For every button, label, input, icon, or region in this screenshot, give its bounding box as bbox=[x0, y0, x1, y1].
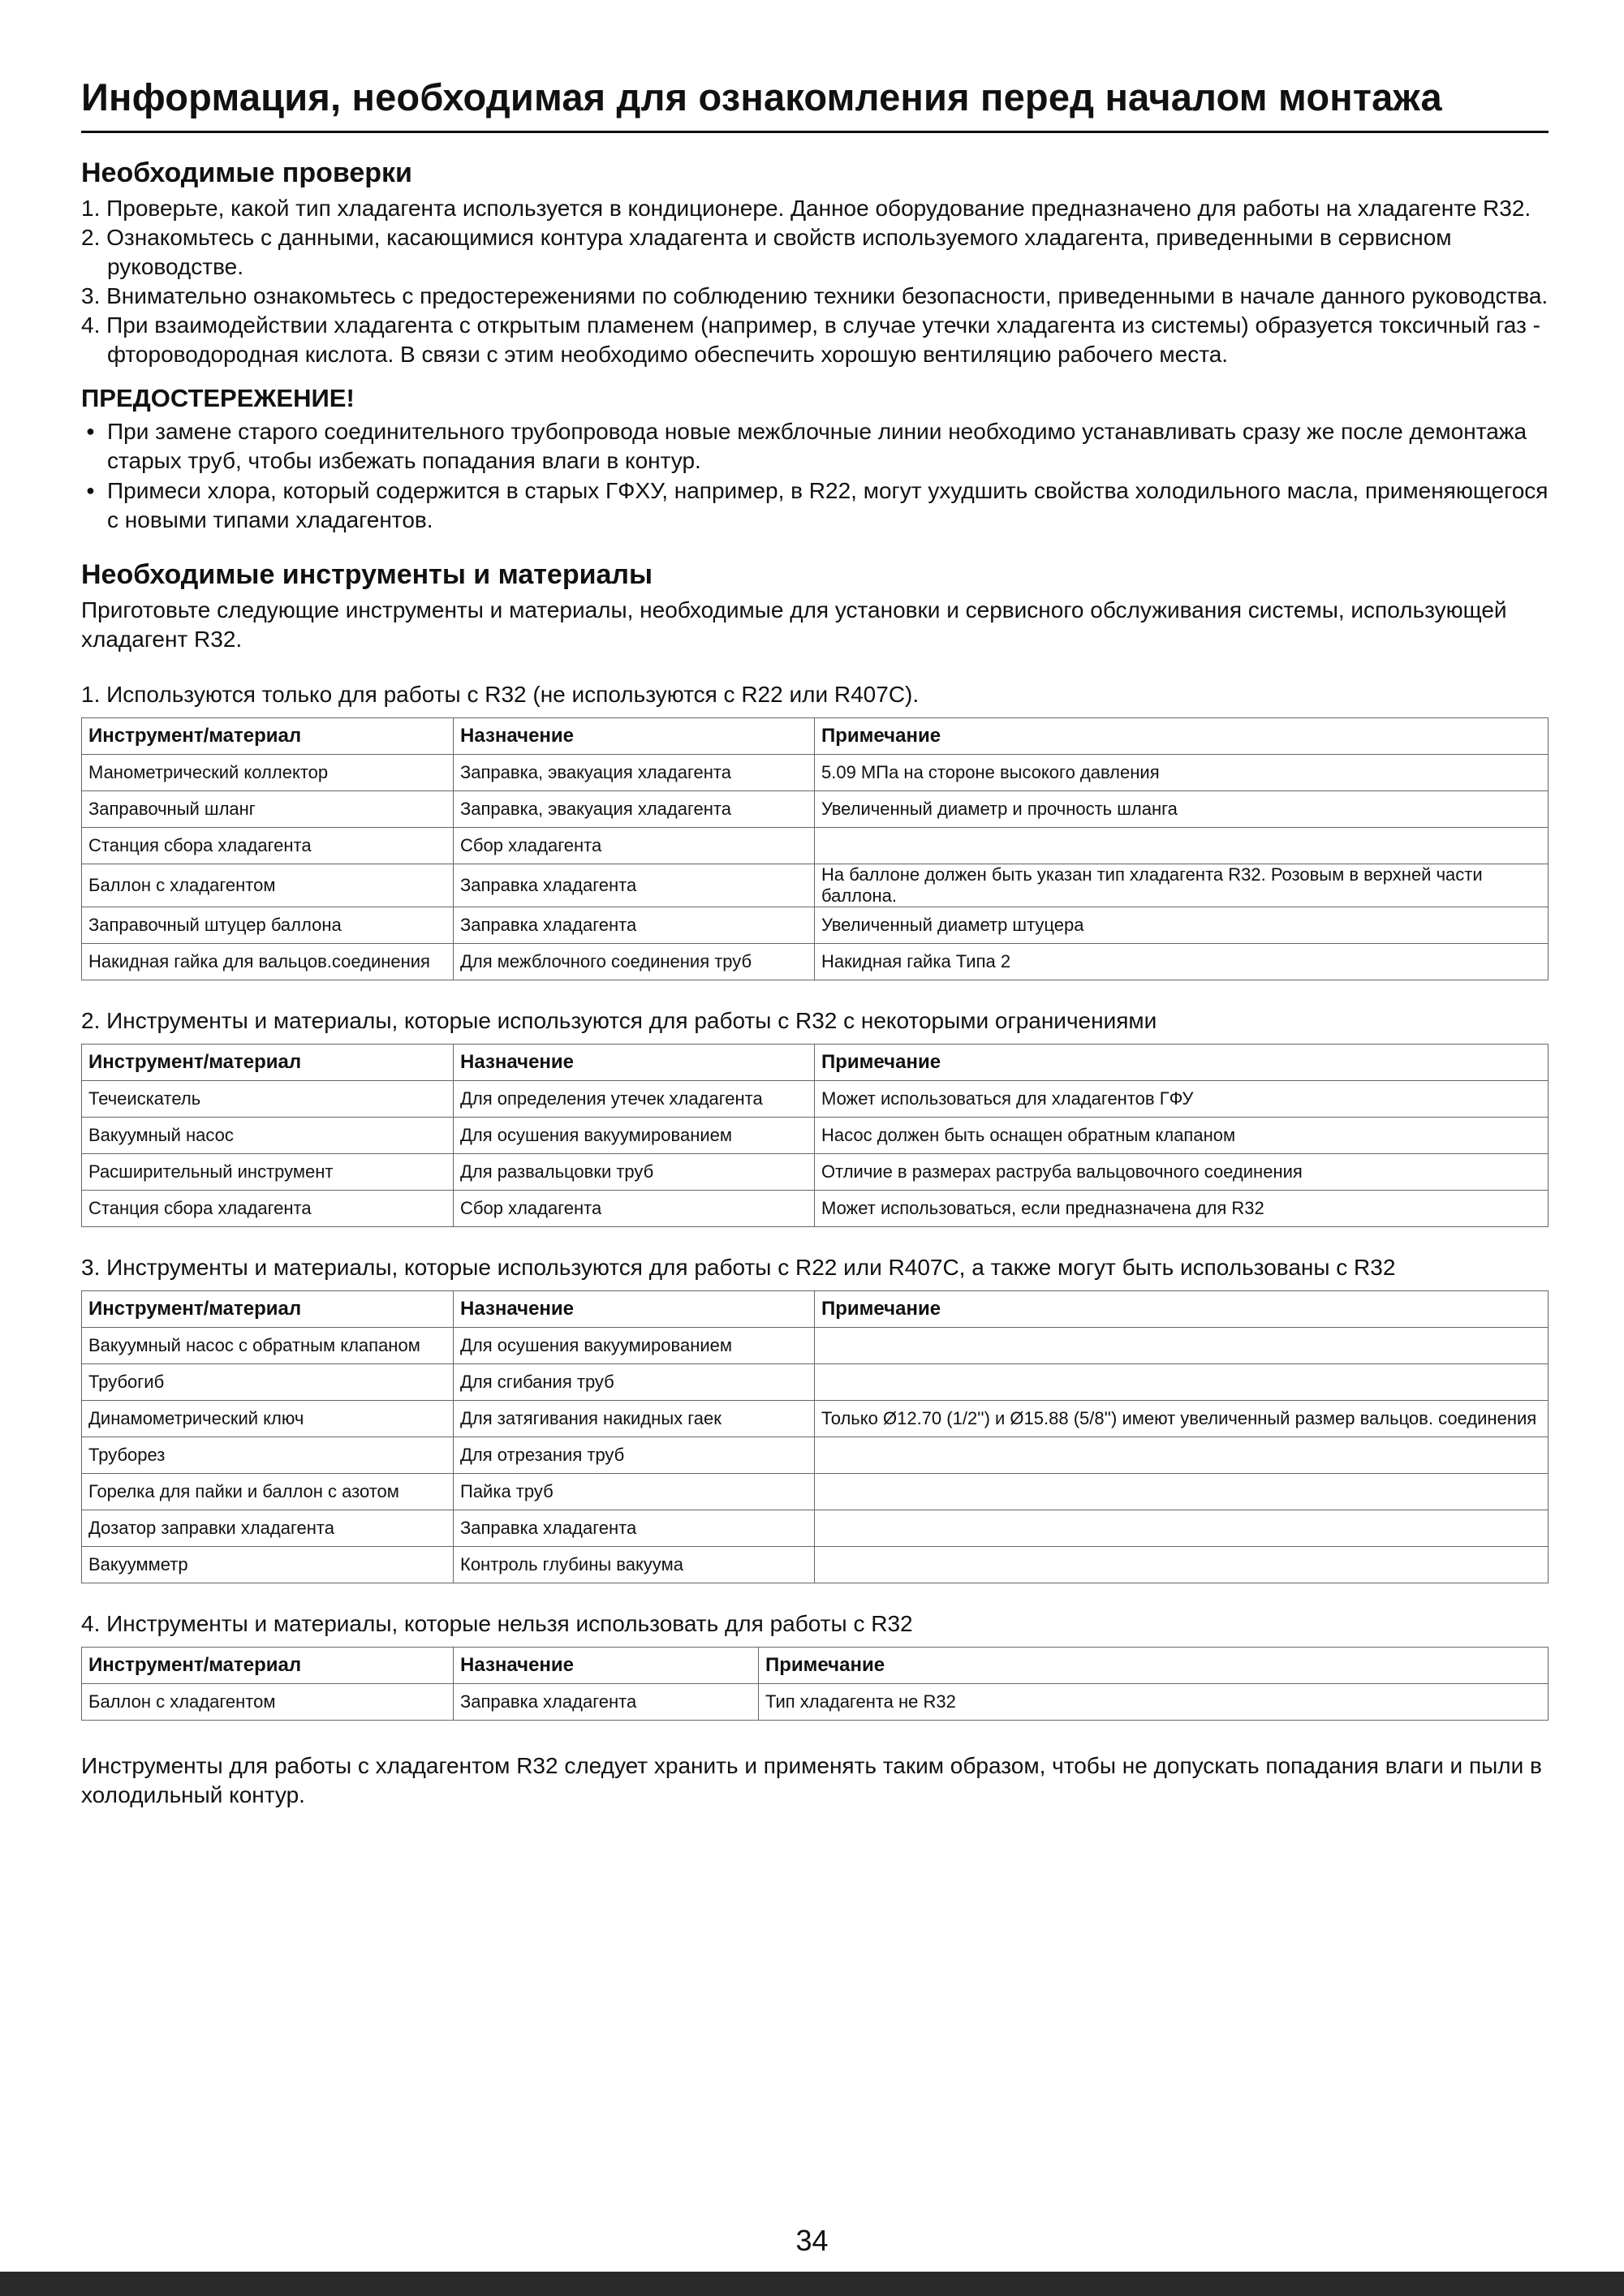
table-cell: На баллоне должен быть указан тип хладагента R32. Розовым в верхней части баллона. bbox=[815, 864, 1549, 907]
table-cell: Вакуумный насос с обратным клапаном bbox=[82, 1328, 454, 1364]
table-cell: Заправка, эвакуация хладагента bbox=[454, 791, 815, 828]
table-cell: Увеличенный диаметр и прочность шланга bbox=[815, 791, 1549, 828]
table-cell: Для осушения вакуумированием bbox=[454, 1118, 815, 1154]
table-cell: Для развальцовки труб bbox=[454, 1154, 815, 1191]
table-row bbox=[82, 1328, 1549, 1364]
warning-item: ● Примеси хлора, который содержится в старых ГФХУ, например, в R22, могут ухудшить свойства холодильного масла, применяющегося с новыми типами хладагентов. bbox=[81, 476, 1549, 535]
table-cell: Увеличенный диаметр штуцера bbox=[815, 907, 1549, 944]
bottom-bar bbox=[0, 2272, 1624, 2296]
table-row bbox=[82, 755, 1549, 791]
table-cell: Заправочный штуцер баллона bbox=[82, 907, 454, 944]
table-cell: Сбор хладагента bbox=[454, 828, 815, 864]
table-cell: Баллон с хладагентом bbox=[82, 864, 454, 907]
tools-table bbox=[81, 1290, 1549, 1583]
table-cell bbox=[815, 1437, 1549, 1474]
table-cell bbox=[815, 828, 1549, 864]
table-cell: Динамометрический ключ bbox=[82, 1401, 454, 1437]
table-cell bbox=[815, 1547, 1549, 1583]
table-row bbox=[82, 1118, 1549, 1154]
table-row bbox=[82, 1510, 1549, 1547]
check-item: 1. Проверьте, какой тип хладагента используется в кондиционере. Данное оборудование предназначено для работы на хладагенте R32. bbox=[81, 196, 1531, 221]
tools-heading: Необходимые инструменты и материалы bbox=[81, 559, 653, 590]
table-cell: Для сгибания труб bbox=[454, 1364, 815, 1401]
table-cell: Заправка хладагента bbox=[454, 1510, 815, 1547]
table-cell bbox=[815, 1510, 1549, 1547]
column-header: Инструмент/материал bbox=[82, 1291, 454, 1328]
checks-heading: Необходимые проверки bbox=[81, 157, 412, 188]
page-number: 34 bbox=[795, 2224, 829, 2257]
column-header: Примечание bbox=[815, 1045, 1549, 1081]
table-row bbox=[82, 828, 1549, 864]
table-cell: Накидная гайка для вальцов.соединения bbox=[82, 944, 454, 980]
table-row bbox=[82, 1474, 1549, 1510]
table-cell bbox=[815, 1364, 1549, 1401]
table-header-row bbox=[82, 718, 1549, 755]
table-cell: Заправка хладагента bbox=[454, 1684, 759, 1721]
table-cell: Заправка хладагента bbox=[454, 907, 815, 944]
table-cell: Горелка для пайки и баллон с азотом bbox=[82, 1474, 454, 1510]
tools-intro: Приготовьте следующие инструменты и материалы, необходимые для установки и сервисного обслуживания системы, использующей хладагент R32. bbox=[81, 597, 1507, 652]
tools-table bbox=[81, 1647, 1549, 1721]
column-header: Примечание bbox=[815, 718, 1549, 755]
table-cell: 5.09 МПа на стороне высокого давления bbox=[815, 755, 1549, 791]
column-header: Назначение bbox=[454, 1291, 815, 1328]
page-title: Информация, необходимая для ознакомления перед началом монтажа bbox=[81, 75, 1549, 133]
table-cell: Дозатор заправки хладагента bbox=[82, 1510, 454, 1547]
table-caption: 4. Инструменты и материалы, которые нельзя использовать для работы с R32 bbox=[81, 1611, 913, 1636]
table-cell: Для определения утечек хладагента bbox=[454, 1081, 815, 1118]
table-cell: Только Ø12.70 (1/2'') и Ø15.88 (5/8'') имеют увеличенный размер вальцов. соединения bbox=[815, 1401, 1549, 1437]
table-cell: Заправочный шланг bbox=[82, 791, 454, 828]
table-row bbox=[82, 1547, 1549, 1583]
table-row bbox=[82, 944, 1549, 980]
tables-container bbox=[81, 682, 1549, 1721]
table-cell: Сбор хладагента bbox=[454, 1191, 815, 1227]
column-header: Назначение bbox=[454, 1045, 815, 1081]
check-item: 2. Ознакомьтесь с данными, касающимися контура хладагента и свойств используемого хладагента, приведенными в сервисном руководстве. bbox=[81, 225, 1452, 279]
table-cell: Труборез bbox=[82, 1437, 454, 1474]
table-cell bbox=[815, 1474, 1549, 1510]
column-header: Назначение bbox=[454, 1648, 759, 1684]
table-cell: Манометрический коллектор bbox=[82, 755, 454, 791]
column-header: Инструмент/материал bbox=[82, 1045, 454, 1081]
table-cell: Вакуумметр bbox=[82, 1547, 454, 1583]
table-cell: Может использоваться для хладагентов ГФУ bbox=[815, 1081, 1549, 1118]
table-row bbox=[82, 1364, 1549, 1401]
warning-list bbox=[81, 416, 1549, 535]
column-header: Инструмент/материал bbox=[82, 1648, 454, 1684]
table-cell: Вакуумный насос bbox=[82, 1118, 454, 1154]
table-cell: Баллон с хладагентом bbox=[82, 1684, 454, 1721]
table-cell: Для межблочного соединения труб bbox=[454, 944, 815, 980]
table-cell: Трубогиб bbox=[82, 1364, 454, 1401]
table-cell: Заправка хладагента bbox=[454, 864, 815, 907]
table-row bbox=[82, 1081, 1549, 1118]
table-row bbox=[82, 1437, 1549, 1474]
table-cell: Расширительный инструмент bbox=[82, 1154, 454, 1191]
table-caption: 3. Инструменты и материалы, которые используются для работы с R22 или R407C, а также могут быть использованы с R32 bbox=[81, 1255, 1396, 1280]
page bbox=[81, 75, 1549, 1810]
table-cell: Пайка труб bbox=[454, 1474, 815, 1510]
table-cell: Контроль глубины вакуума bbox=[454, 1547, 815, 1583]
table-caption: 2. Инструменты и материалы, которые используются для работы с R32 с некоторыми ограничениями bbox=[81, 1008, 1157, 1033]
table-cell: Для отрезания труб bbox=[454, 1437, 815, 1474]
table-cell: Насос должен быть оснащен обратным клапаном bbox=[815, 1118, 1549, 1154]
table-cell bbox=[815, 1328, 1549, 1364]
table-row bbox=[82, 1684, 1549, 1721]
tools-table bbox=[81, 1044, 1549, 1227]
tools-table bbox=[81, 717, 1549, 980]
column-header: Примечание bbox=[815, 1291, 1549, 1328]
checks-list bbox=[81, 194, 1549, 369]
table-cell: Станция сбора хладагента bbox=[82, 1191, 454, 1227]
table-row bbox=[82, 1191, 1549, 1227]
check-item: 4. При взаимодействии хладагента с открытым пламенем (например, в случае утечки хладагента из системы) образуется токсичный газ - фтороводородная кислота. В связи с этим необходимо обеспечить хорошую вентиляцию рабочего места. bbox=[81, 312, 1540, 367]
column-header: Назначение bbox=[454, 718, 815, 755]
table-row bbox=[82, 907, 1549, 944]
table-header-row bbox=[82, 1045, 1549, 1081]
table-cell: Для затягивания накидных гаек bbox=[454, 1401, 815, 1437]
table-row bbox=[82, 864, 1549, 907]
final-note: Инструменты для работы с хладагентом R32 следует хранить и применять таким образом, чтобы не допускать попадания влаги и пыли в холодильный контур. bbox=[81, 1753, 1542, 1807]
table-header-row bbox=[82, 1648, 1549, 1684]
warning-item: ● При замене старого соединительного трубопровода новые межблочные линии необходимо устанавливать сразу же после демонтажа старых труб, чтобы избежать попадания влаги в контур. bbox=[81, 416, 1549, 476]
table-cell: Заправка, эвакуация хладагента bbox=[454, 755, 815, 791]
table-row bbox=[82, 1154, 1549, 1191]
table-cell: Для осушения вакуумированием bbox=[454, 1328, 815, 1364]
table-cell: Тип хладагента не R32 bbox=[759, 1684, 1549, 1721]
column-header: Примечание bbox=[759, 1648, 1549, 1684]
table-caption: 1. Используются только для работы с R32 (не используются с R22 или R407C). bbox=[81, 682, 920, 707]
warning-heading: ПРЕДОСТЕРЕЖЕНИЕ! bbox=[81, 384, 355, 412]
table-cell: Накидная гайка Типа 2 bbox=[815, 944, 1549, 980]
column-header: Инструмент/материал bbox=[82, 718, 454, 755]
table-cell: Течеискатель bbox=[82, 1081, 454, 1118]
table-header-row bbox=[82, 1291, 1549, 1328]
table-cell: Отличие в размерах раструба вальцовочного соединения bbox=[815, 1154, 1549, 1191]
table-cell: Может использоваться, если предназначена для R32 bbox=[815, 1191, 1549, 1227]
table-row bbox=[82, 1401, 1549, 1437]
table-row bbox=[82, 791, 1549, 828]
table-cell: Станция сбора хладагента bbox=[82, 828, 454, 864]
check-item: 3. Внимательно ознакомьтесь с предостережениями по соблюдению техники безопасности, приведенными в начале данного руководства. bbox=[81, 283, 1549, 308]
